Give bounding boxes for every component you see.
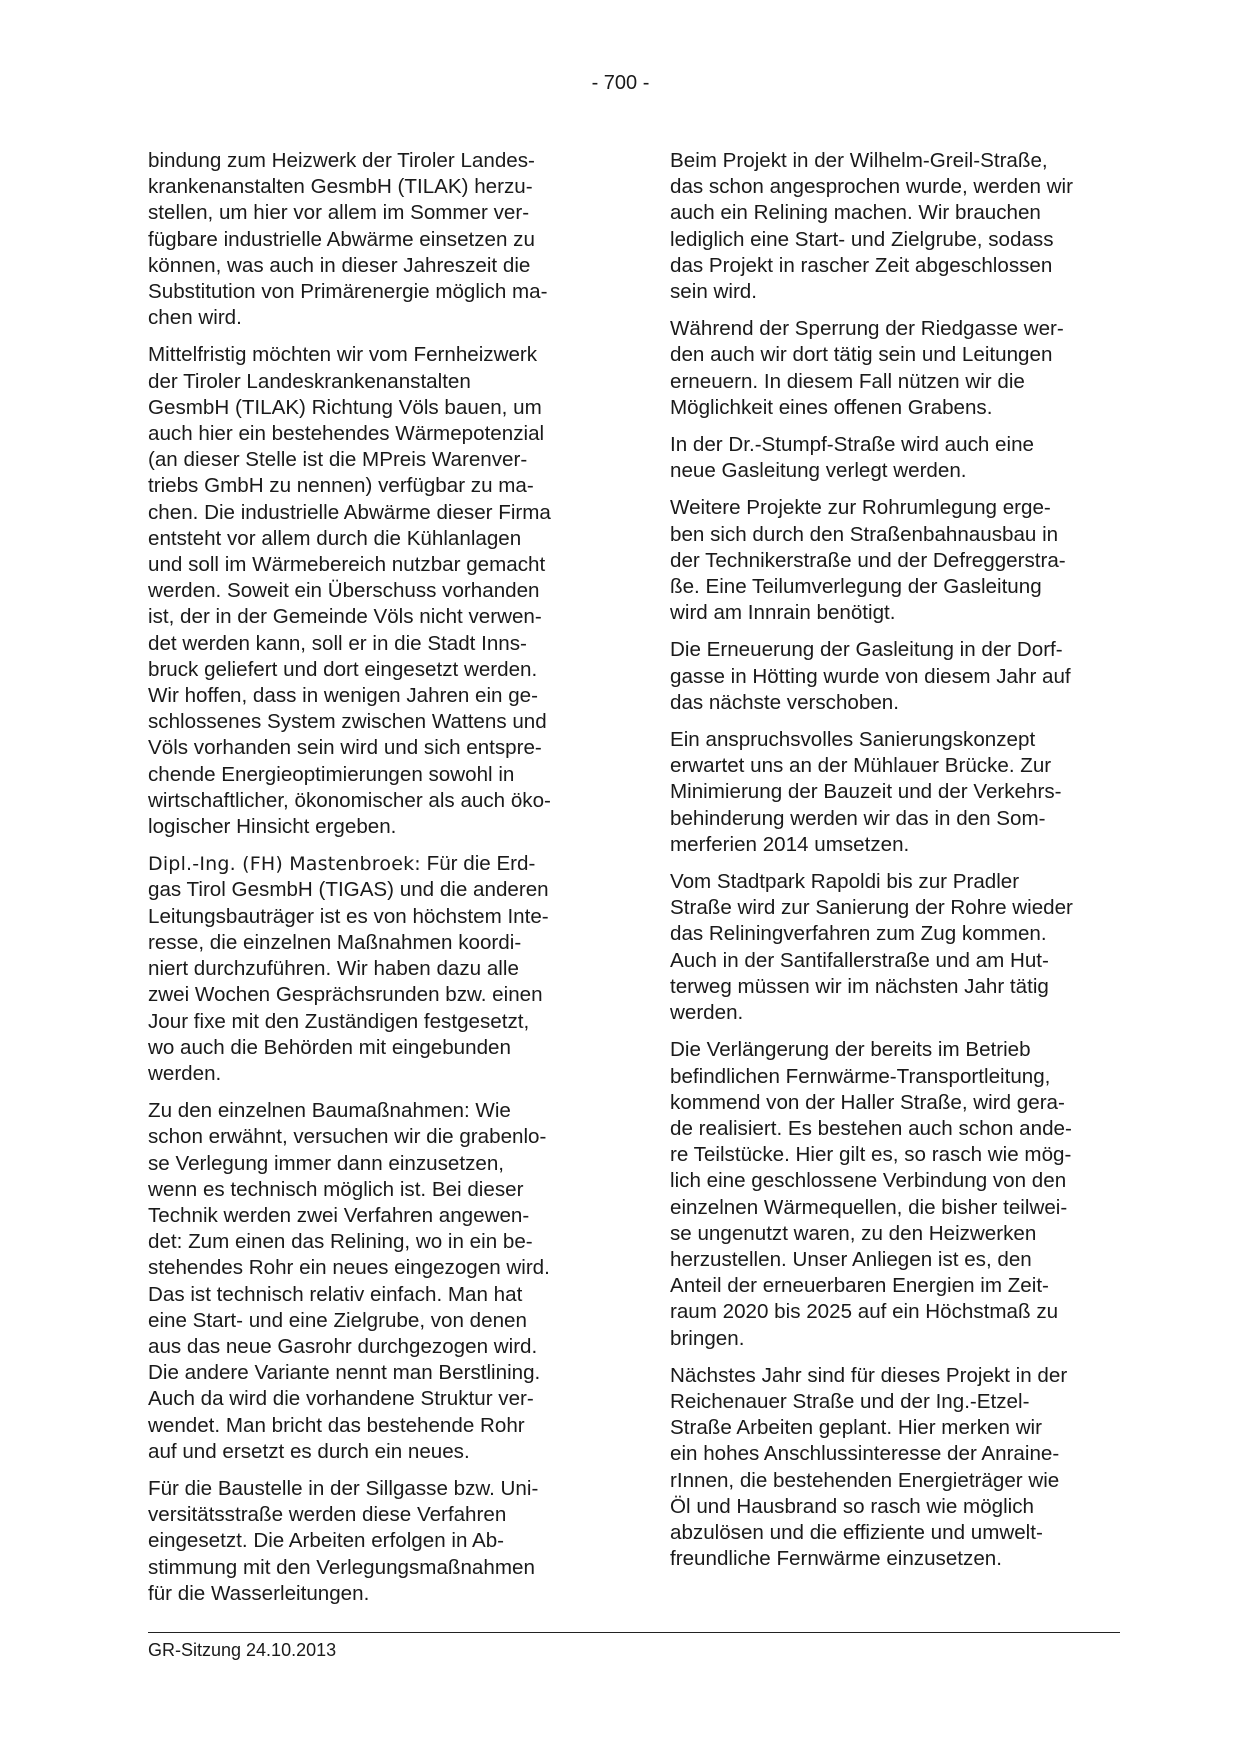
paragraph: Ein anspruchsvolles Sanierungskonzept erwartet uns an der Mühlauer Brücke. Zur Minimierung der Bauzeit und der Verkehrs- behinderung werden wir das in den Som- merferien 2014 umsetzen. <box>670 728 1062 856</box>
footer-divider <box>148 1632 1120 1633</box>
paragraph: Nächstes Jahr sind für dieses Projekt in der Reichenauer Straße und der Ing.-Etzel- Straße Arbeiten geplant. Hier merken wir ein hohes Anschlussinteresse der Anraine- rInnen, die bestehenden Energieträger wie Öl und Hausbrand so rasch wie möglich abzulösen und die effiziente und umwelt- freundliche Fernwärme einzusetzen. <box>670 1363 1068 1571</box>
speaker-paragraph <box>148 851 598 1087</box>
paragraph: Während der Sperrung der Riedgasse wer- den auch wir dort tätig sein und Leitungen erneuern. In diesem Fall nützen wir die Möglichkeit eines offenen Grabens. <box>670 317 1064 419</box>
speaker-statement: Für die Erd- gas Tirol GesmbH (TIGAS) und die anderen Leitungsbauträger ist es von höchstem Inte- resse, die einzelnen Maßnahmen koordi- niert durchzuführen. Wir haben dazu alle zwei Wochen Gesprächsrunden bzw. einen Jour fixe mit den Zuständigen festgesetzt, wo auch die Behörden mit eingebunden werden. <box>148 852 549 1085</box>
paragraph: Die Erneuerung der Gasleitung in der Dorf- gasse in Hötting wurde von diesem Jahr auf das nächste verschoben. <box>670 638 1071 714</box>
paragraph: Vom Stadtpark Rapoldi bis zur Pradler Straße wird zur Sanierung der Rohre wieder das Reliningverfahren zum Zug kommen. Auch in der Santifallerstraße und am Hut- terweg müssen wir im nächsten Jahr tätig werden. <box>670 870 1073 1025</box>
paragraph: Weitere Projekte zur Rohrumlegung erge- ben sich durch den Straßenbahnausbau in der Technikerstraße und der Defreggerstra- ße. Eine Teilumverlegung der Gasleitung wird am Innrain benötigt. <box>670 496 1066 625</box>
paragraph: Beim Projekt in der Wilhelm-Greil-Straße, das schon angesprochen wurde, werden wir auch ein Relining machen. Wir brauchen lediglich eine Start- und Zielgrube, sodass das Projekt in rascher Zeit abgeschlossen sein wird. <box>670 149 1073 304</box>
right-column <box>670 148 1120 1583</box>
paragraph: Die Verlängerung der bereits im Betrieb befindlichen Fernwärme-Transportleitung, kommend von der Haller Straße, wird gera- de realisiert. Es bestehen auch schon ande- re Teilstücke. Hier gilt es, so rasch wie mög- lich eine geschlossene Verbindung von den einzelnen Wärmequellen, die bisher teilwei- se ungenutzt waren, zu den Heizwerken herzustellen. Unser Anliegen ist es, den Anteil der erneuerbaren Energien im Zeit- raum 2020 bis 2025 auf ein Höchstmaß zu bringen. <box>670 1038 1072 1350</box>
paragraph: Für die Baustelle in der Sillgasse bzw. Uni- versitätsstraße werden diese Verfahren eingesetzt. Die Arbeiten erfolgen in Ab- stimmung mit den Verlegungsmaßnahmen für die Wasserleitungen. <box>148 1476 539 1605</box>
footer-session-date: GR-Sitzung 24.10.2013 <box>148 1640 337 1660</box>
paragraph: In der Dr.-Stumpf-Straße wird auch eine neue Gasleitung verlegt werden. <box>670 433 1034 483</box>
paragraph: Zu den einzelnen Baumaßnahmen: Wie schon erwähnt, versuchen wir die grabenlo- se Verlegung immer dann einzusetzen, wenn es technisch möglich ist. Bei dieser Technik werden zwei Verfahren angewen- det: Zum einen das Relining, wo in ein be- stehendes Rohr ein neues eingezogen wird. Das ist technisch relativ einfach. Man hat eine Start- und eine Zielgrube, von denen aus das neue Gasrohr durchgezogen wird. Die andere Variante nennt man Berstlining. Auch da wird die vorhandene Struktur ver- wendet. Man bricht das bestehende Rohr auf und ersetzt es durch ein neues. <box>148 1099 550 1463</box>
left-column <box>148 148 598 1618</box>
paragraph: bindung zum Heizwerk der Tiroler Landes- krankenanstalten GesmbH (TILAK) herzu- stellen, um hier vor allem im Sommer ver- fügbare industrielle Abwärme einsetzen zu können, was auch in dieser Jahreszeit die Substitution von Primärenergie möglich ma- chen wird. <box>148 149 548 330</box>
paragraph: Mittelfristig möchten wir vom Fernheizwerk der Tiroler Landeskrankenanstalten GesmbH (TILAK) Richtung Völs bauen, um auch hier ein bestehendes Wärmepotenzial (an dieser Stelle ist die MPreis Warenver- triebs GmbH zu nennen) verfügbar zu ma- chen. Die industrielle Abwärme dieser Firma entsteht vor allem durch die Kühlanlagen und soll im Wärmebereich nutzbar gemacht werden. Soweit ein Überschuss vorhanden ist, der in der Gemeinde Völs nicht verwen- det werden kann, soll er in die Stadt Inns- bruck geliefert und dort eingesetzt werden. Wir hoffen, dass in wenigen Jahren ein ge- schlossenes System zwischen Wattens und Völs vorhanden sein wird und sich entspre- chende Energieoptimierungen sowohl in wirtschaftlicher, ökonomischer als auch öko- logischer Hinsicht ergeben. <box>148 343 551 839</box>
speaker-name: Dipl.-Ing. (FH) Mastenbroek: <box>148 853 421 876</box>
page-number: - 700 - <box>591 72 650 94</box>
